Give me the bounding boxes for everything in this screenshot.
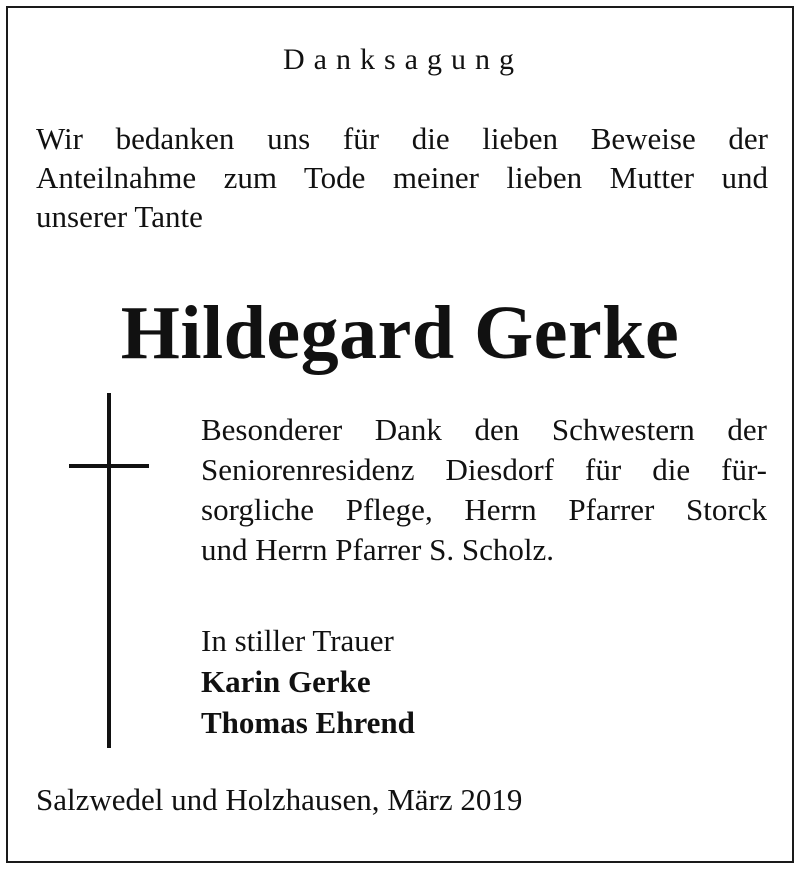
deceased-name: Hildegard Gerke (120, 291, 680, 375)
thanks-line: sorgliche Pflege, Herrn Pfarrer Storck (201, 492, 767, 527)
mourning-label: In stiller Trauer (201, 623, 394, 658)
mourning-block (201, 620, 415, 743)
mourner-name: Karin Gerke (201, 664, 371, 699)
mourner-name: Thomas Ehrend (201, 705, 415, 740)
place-and-date: Salzwedel und Holzhausen, März 2019 (36, 782, 523, 817)
intro-text (36, 119, 768, 236)
notice-heading: Danksagung (283, 43, 523, 76)
cross-icon (107, 393, 111, 748)
thanks-line: und Herrn Pfarrer S. Scholz. (201, 532, 554, 567)
thanks-line: Besonderer Dank den Schwestern der (201, 412, 767, 447)
intro-line: Anteilnahme zum Tode meiner lieben Mutter und (36, 160, 768, 195)
intro-line: Wir bedanken uns für die lieben Beweise der (36, 121, 768, 156)
thanks-text (201, 410, 767, 570)
thanks-line: Seniorenresidenz Diesdorf für die für- (201, 452, 767, 487)
intro-line: unserer Tante (36, 199, 203, 234)
cross-icon-bar (69, 464, 149, 468)
